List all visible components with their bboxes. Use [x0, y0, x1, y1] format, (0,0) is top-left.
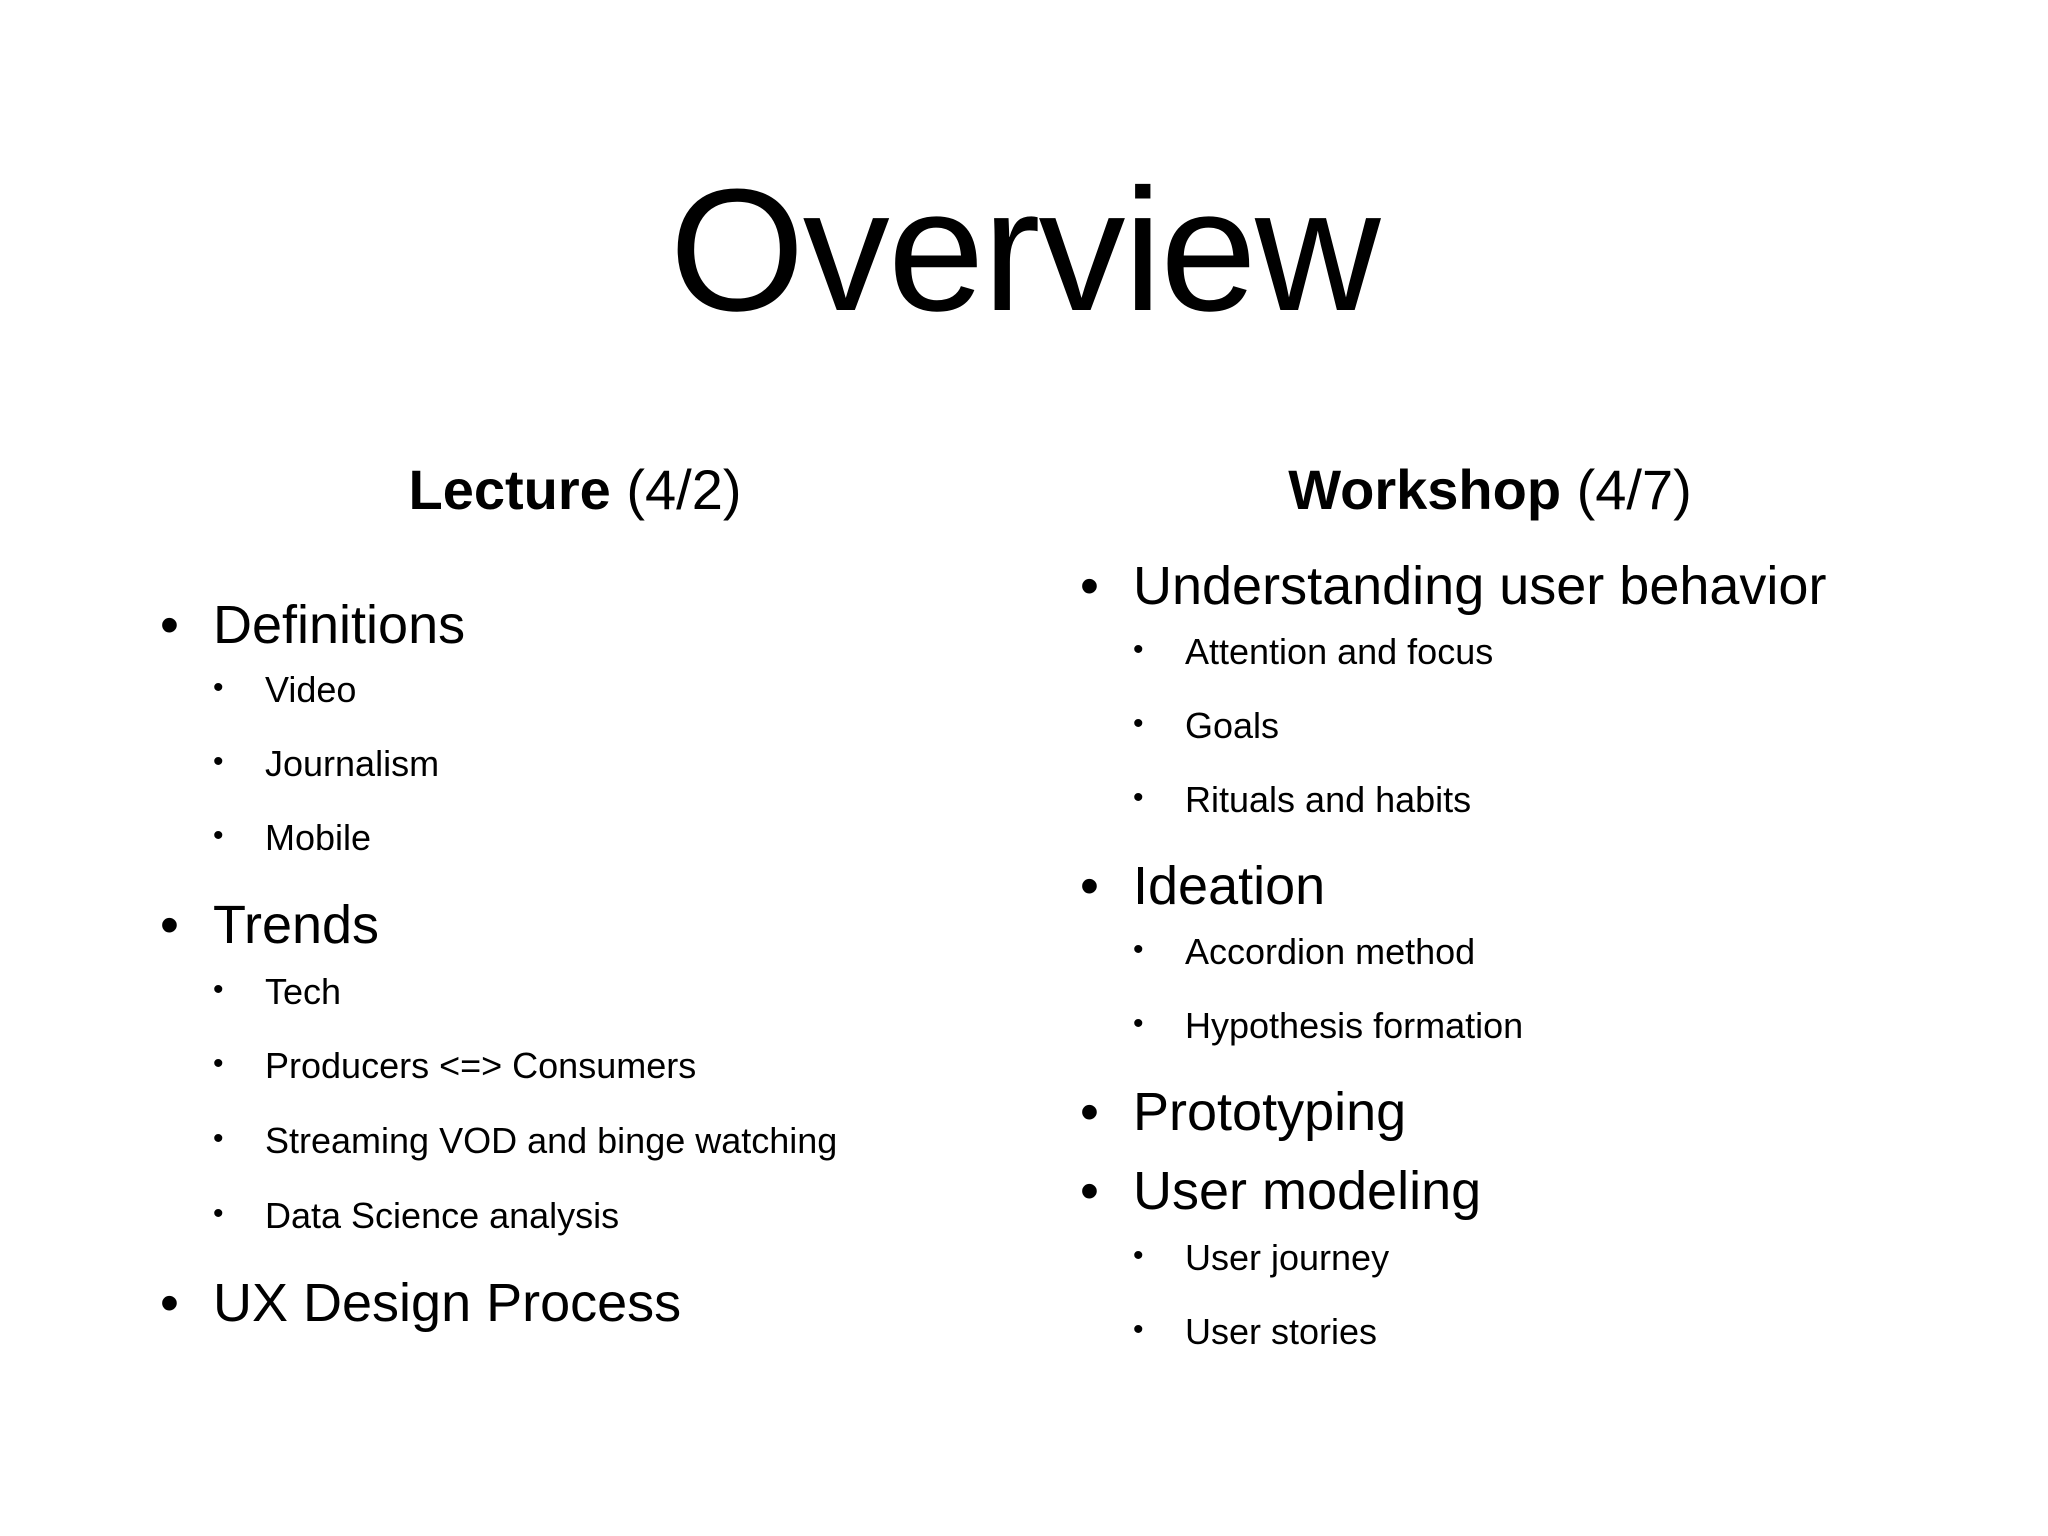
bullet-icon: •	[1133, 707, 1144, 740]
workshop-heading-label: Workshop	[1288, 458, 1562, 521]
list-item-label: Understanding user behavior	[1133, 556, 1827, 616]
list-item-label: Attention and focus	[1185, 631, 1494, 672]
list-item-label: Definitions	[213, 595, 466, 655]
list-item-label: Data Science analysis	[265, 1195, 620, 1236]
list-item-label: UX Design Process	[213, 1273, 682, 1333]
bullet-icon: •	[213, 819, 224, 852]
bullet-icon: •	[1133, 1239, 1144, 1272]
bullet-icon: •	[213, 1197, 224, 1230]
bullet-icon: •	[213, 745, 224, 778]
bullet-icon: •	[213, 1047, 224, 1080]
bullet-icon: •	[1133, 781, 1144, 814]
workshop-heading-date: (4/7)	[1561, 458, 1692, 521]
bullet-icon: •	[1080, 1161, 1099, 1221]
list-item-label: Streaming VOD and binge watching	[265, 1120, 838, 1161]
bullet-icon: •	[1133, 1007, 1144, 1040]
bullet-icon: •	[213, 973, 224, 1006]
list-item-label: Mobile	[265, 817, 372, 858]
bullet-icon: •	[1080, 1082, 1099, 1142]
list-item-label: User modeling	[1133, 1161, 1482, 1221]
list-item-label: Producers <=> Consumers	[265, 1045, 697, 1086]
lecture-heading-date: (4/2)	[610, 458, 742, 521]
lecture-heading	[0, 455, 1150, 525]
list-item-label: User journey	[1185, 1237, 1390, 1278]
list-item-label: User stories	[1185, 1311, 1378, 1352]
bullet-icon: •	[160, 895, 179, 955]
bullet-icon: •	[160, 595, 179, 655]
bullet-icon: •	[213, 671, 224, 704]
list-item-label: Video	[265, 669, 357, 710]
bullet-icon: •	[1133, 933, 1144, 966]
list-item-label: Hypothesis formation	[1185, 1005, 1524, 1046]
bullet-icon: •	[1080, 556, 1099, 616]
list-item-label: Prototyping	[1133, 1082, 1407, 1142]
bullet-icon: •	[1080, 856, 1099, 916]
list-item-label: Tech	[265, 971, 342, 1012]
list-item-label: Goals	[1185, 705, 1280, 746]
list-item-label: Rituals and habits	[1185, 779, 1472, 820]
lecture-heading-label: Lecture	[408, 458, 611, 521]
workshop-heading	[1040, 455, 1940, 525]
slide-title: Overview	[669, 152, 1379, 347]
bullet-icon: •	[1133, 633, 1144, 666]
list-item-label: Accordion method	[1185, 931, 1476, 972]
list-item-label: Trends	[213, 895, 380, 955]
bullet-icon: •	[213, 1122, 224, 1155]
list-item-label: Journalism	[265, 743, 440, 784]
bullet-icon: •	[160, 1273, 179, 1333]
list-item-label: Ideation	[1133, 856, 1326, 916]
bullet-icon: •	[1133, 1313, 1144, 1346]
